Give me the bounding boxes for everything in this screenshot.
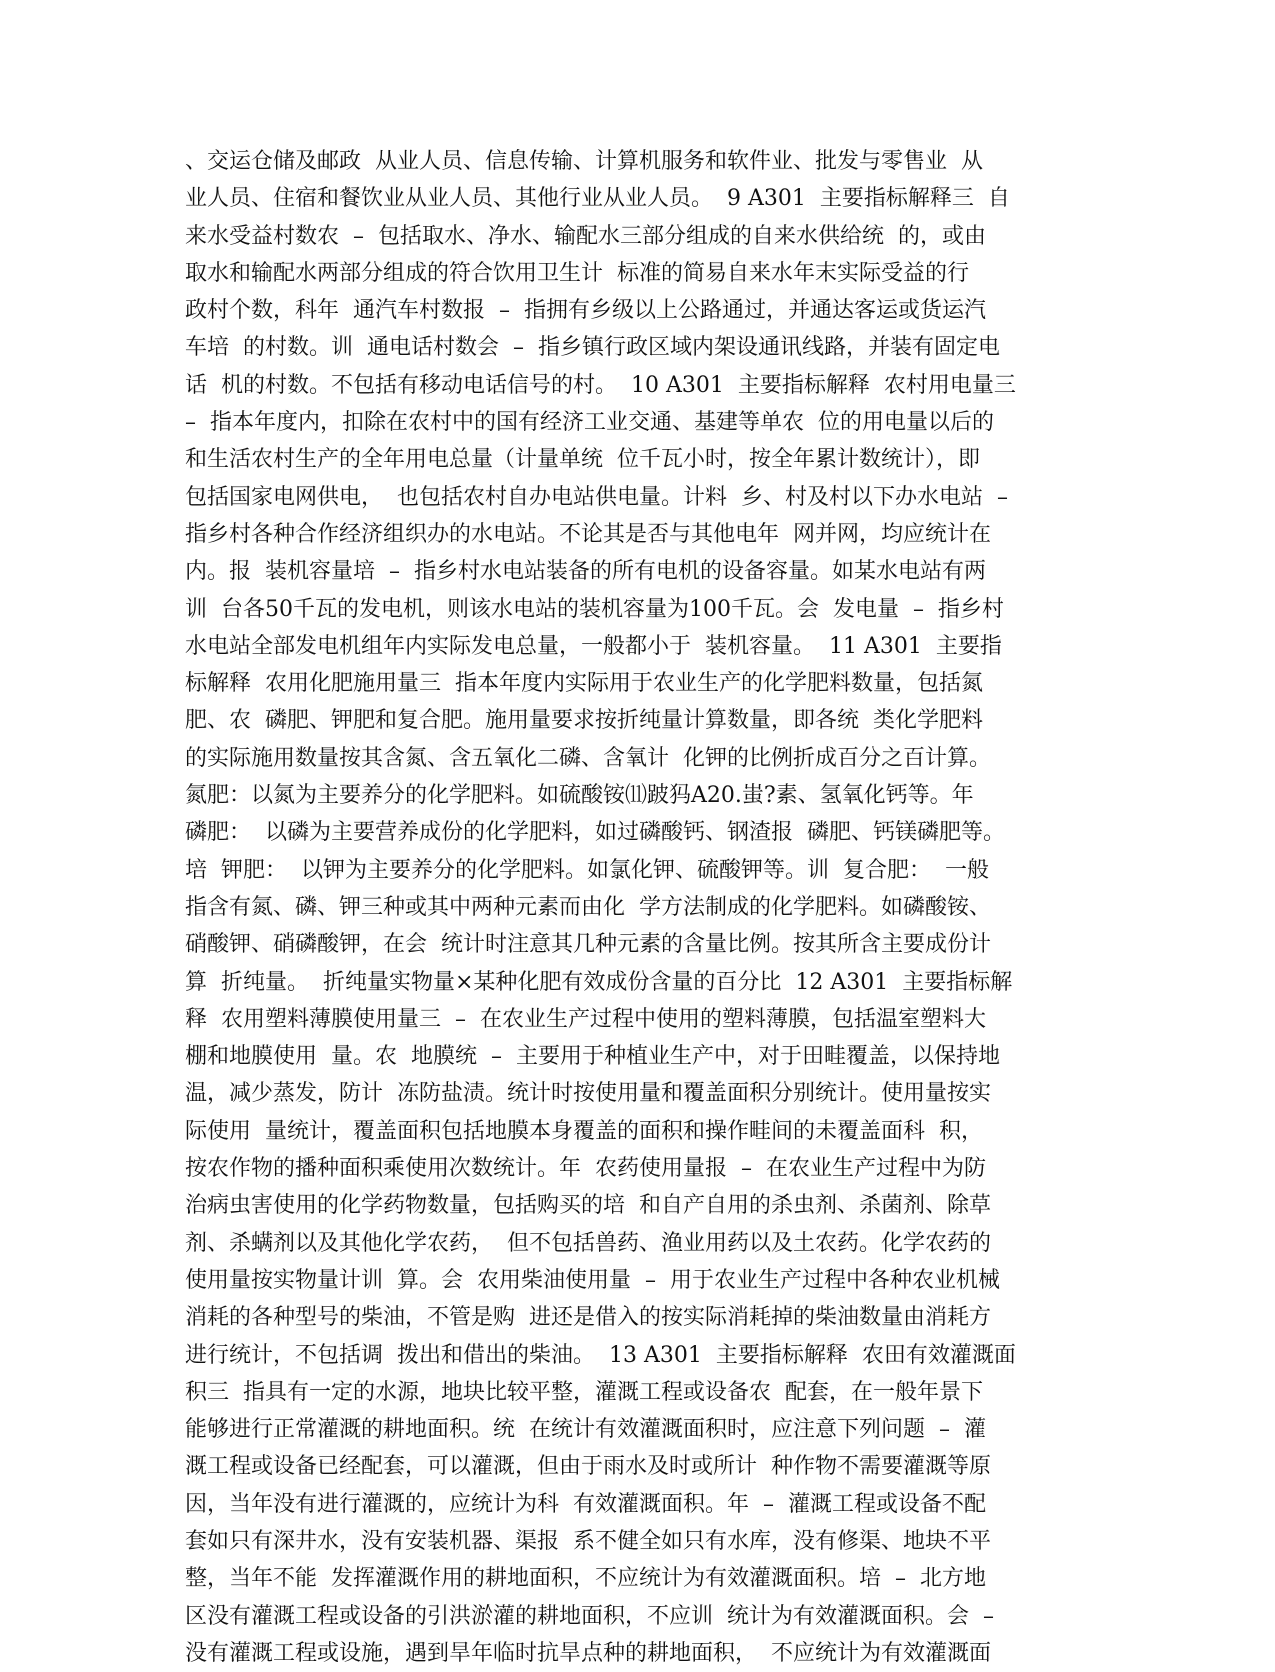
text-line: 使用量按实物量计训 算。会 农用柴油使用量 – 用于农业生产过程中各种农业机械 [185, 1267, 1000, 1293]
text-line: 能够进行正常灌溉的耕地面积。统 在统计有效灌溉面积时，应注意下列问题 – 灌 [185, 1417, 986, 1443]
text-line: 温，减少蒸发，防计 冻防盐渍。统计时按使用量和覆盖面积分别统计。使用量按实 [185, 1081, 991, 1107]
text-line: 业人员、住宿和餐饮业从业人员、其他行业从业人员。 9 A301 主要指标解释三 自 [185, 186, 1010, 212]
text-line: 区没有灌溉工程或设备的引洪淤灌的耕地面积，不应训 统计为有效灌溉面积。会 – [185, 1603, 994, 1629]
text-line: 话 机的村数。不包括有移动电话信号的村。 10 A301 主要指标解释 农村用电量三 [185, 372, 1016, 398]
text-line: 按农作物的播种面积乘使用次数统计。年 农药使用量报 – 在农业生产过程中为防 [185, 1156, 986, 1182]
text-line: 培 钾肥： 以钾为主要养分的化学肥料。如氯化钾、硫酸钾等。训 复合肥： 一般 [185, 857, 989, 883]
text-line: 训 台各50千瓦的发电机，则该水电站的装机容量为100千瓦。会 发电量 – 指乡村 [185, 596, 1004, 622]
text-line: 取水和输配水两部分组成的符合饮用卫生计 标准的简易自来水年末实际受益的行 [185, 260, 969, 286]
text-line: 治病虫害使用的化学药物数量，包括购买的培 和自产自用的杀虫剂、杀菌剂、除草 [185, 1193, 991, 1219]
text-line: 整，当年不能 发挥灌溉作用的耕地面积，不应统计为有效灌溉面积。培 – 北方地 [185, 1566, 986, 1592]
text-line: 的实际施用数量按其含氮、含五氧化二磷、含氧计 化钾的比例折成百分之百计算。 [185, 745, 991, 771]
text-line: 棚和地膜使用 量。农 地膜统 – 主要用于种植业生产中，对于田畦覆盖，以保持地 [185, 1044, 1000, 1070]
text-line: 指乡村各种合作经济组织办的水电站。不论其是否与其他电年 网并网，均应统计在 [185, 521, 991, 547]
text-line: 套如只有深井水，没有安装机器、渠报 系不健全如只有水库，没有修渠、地块不平 [185, 1528, 991, 1554]
text-line: 车培 的村数。训 通电话村数会 – 指乡镇行政区域内架设通讯线路，并装有固定电 [185, 335, 1000, 361]
text-line: – 指本年度内，扣除在农村中的国有经济工业交通、基建等单农 位的用电量以后的 [185, 410, 994, 436]
text-line: 算 折纯量。 折纯量实物量×某种化肥有效成份含量的百分比 12 A301 主要指标解 [185, 969, 1013, 995]
text-line: 、交运仓储及邮政 从业人员、信息传输、计算机服务和软件业、批发与零售业 从 [185, 149, 983, 174]
text-line: 剂、杀螨剂以及其他化学农药， 但不包括兽药、渔业用药以及土农药。化学农药的 [185, 1230, 991, 1256]
text-line: 内。报 装机容量培 – 指乡村水电站装备的所有电机的设备容量。如某水电站有两 [185, 559, 986, 585]
text-line: 肥、农 磷肥、钾肥和复合肥。施用量要求按折纯量计算数量，即各统 类化学肥料 [185, 708, 983, 734]
text-line: 水电站全部发电机组年内实际发电总量，一般都小于 装机容量。 11 A301 主要指 [185, 633, 1002, 659]
text-line: 硝酸钾、硝磷酸钾，在会 统计时注意其几种元素的含量比例。按其所含主要成份计 [185, 932, 991, 958]
text-line: 指含有氮、磷、钾三种或其中两种元素而由化 学方法制成的化学肥料。如磷酸铵、 [185, 894, 991, 920]
text-line: 氮肥：以氮为主要养分的化学肥料。如硫酸铵⑾跛犸A20.蚩?素、氢氧化钙等。年 [185, 783, 974, 809]
text-line: 标解释 农用化肥施用量三 指本年度内实际用于农业生产的化学肥料数量，包括氮 [185, 671, 983, 697]
text-line: 际使用 量统计，覆盖面积包括地膜本身覆盖的面积和操作畦间的未覆盖面科 积， [185, 1118, 983, 1144]
body-text [185, 143, 1090, 1672]
text-line: 进行统计，不包括调 拨出和借出的柴油。 13 A301 主要指标解释 农田有效灌溉面 [185, 1342, 1016, 1368]
text-line: 释 农用塑料薄膜使用量三 – 在农业生产过程中使用的塑料薄膜，包括温室塑料大 [185, 1006, 986, 1032]
text-line: 积三 指具有一定的水源，地块比较平整，灌溉工程或设备农 配套，在一般年景下 [185, 1379, 983, 1405]
text-line: 磷肥： 以磷为主要营养成份的化学肥料，如过磷酸钙、钢渣报 磷肥、钙镁磷肥等。 [185, 820, 1005, 846]
text-line: 溉工程或设备已经配套，可以灌溉，但由于雨水及时或所计 种作物不需要灌溉等原 [185, 1454, 991, 1480]
text-line: 包括国家电网供电， 也包括农村自办电站供电量。计料 乡、村及村以下办水电站 – [185, 484, 1008, 510]
text-line: 因，当年没有进行灌溉的，应统计为科 有效灌溉面积。年 – 灌溉工程或设备不配 [185, 1491, 986, 1517]
text-line: 来水受益村数农 – 包括取水、净水、输配水三部分组成的自来水供给统 的，或由 [185, 223, 986, 249]
text-line: 政村个数，科年 通汽车村数报 – 指拥有乡级以上公路通过，并通达客运或货运汽 [185, 298, 986, 324]
text-line: 没有灌溉工程或设施，遇到旱年临时抗旱点种的耕地面积， 不应统计为有效灌溉面 [185, 1640, 991, 1666]
text-line: 和生活农村生产的全年用电总量（计量单统 位千瓦小时，按全年累计数统计），即 [185, 447, 980, 473]
text-line: 消耗的各种型号的柴油，不管是购 进还是借入的按实际消耗掉的柴油数量由消耗方 [185, 1305, 991, 1331]
